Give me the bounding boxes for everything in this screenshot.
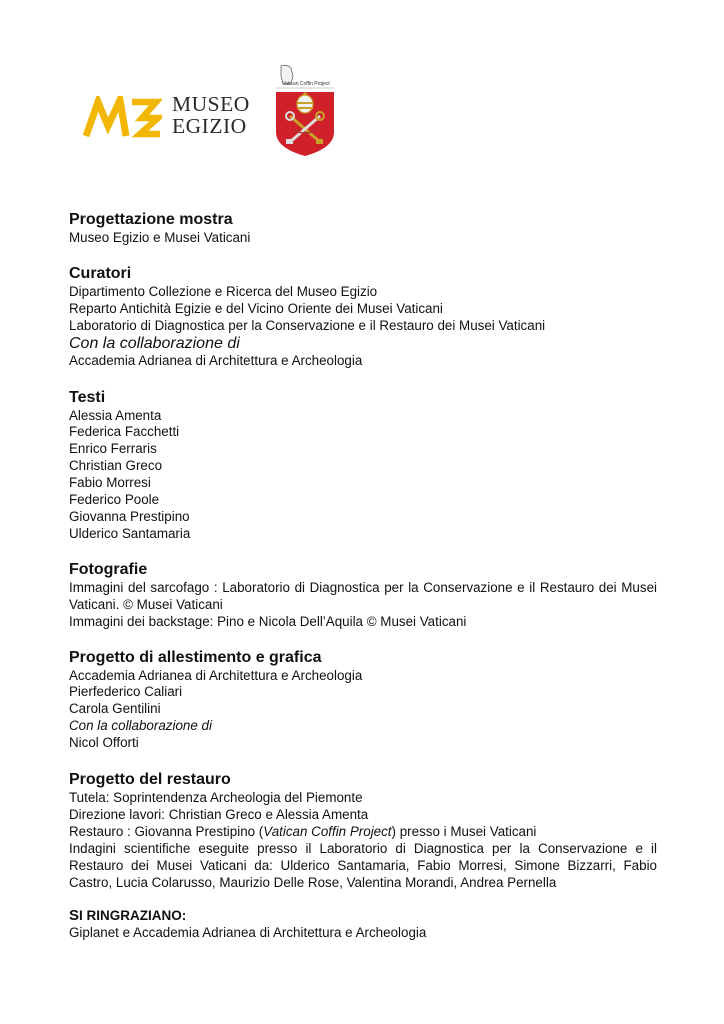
restauro-line: [69, 824, 657, 841]
photo-credit-sarcofago: Immagini del sarcofago : Laboratorio di Diagnostica per la Conservazione e il Restauro dei Musei Vaticani. © Musei Vaticani: [69, 579, 657, 612]
thanks-text: Giplanet e Accademia Adrianea di Architettura e Archeologia: [69, 925, 427, 941]
thanks-title-initial: S: [69, 907, 80, 925]
project-name: Vatican Coffin Project: [263, 823, 392, 839]
author-name: Federica Facchetti: [69, 424, 180, 440]
section-curatori: [69, 264, 657, 370]
museo-logo-line2: EGIZIO: [172, 114, 247, 138]
vcp-label: Vatican Coffin Project: [282, 81, 330, 87]
author-name: Ulderico Santamaria: [69, 525, 191, 541]
photo-credit-backstage: Immagini dei backstage: Pino e Nicola Dell’Aquila © Musei Vaticani: [69, 613, 467, 629]
text-line: Nicol Offorti: [69, 735, 139, 751]
vatican-coat-of-arms-icon: [272, 64, 336, 158]
author-name: Fabio Morresi: [69, 475, 151, 491]
text-line: Laboratorio di Diagnostica per la Conservazione e il Restauro dei Musei Vaticani: [69, 317, 546, 333]
section-progettazione: [69, 210, 657, 247]
credits-content: [69, 210, 657, 942]
section-ringraziamenti: [69, 907, 657, 942]
text-line: Dipartimento Collezione e Ricerca del Museo Egizio: [69, 283, 378, 299]
thanks-title: [69, 907, 657, 925]
indagini-paragraph: Indagini scientifiche eseguite presso il Laboratorio di Diagnostica per la Conservazione e il Restauro dei Musei Vaticani da: Ulderico Santamaria, Fabio Morresi, Simone Bizzarri, Fabio Castro, Lucia Colarusso, Maurizio Delle Rose, Valentina Morandi, Andrea Pernella: [69, 840, 657, 890]
text-line: Reparto Antichità Egizie e del Vicino Oriente dei Musei Vaticani: [69, 300, 443, 316]
section-title: Testi: [69, 388, 106, 406]
collaboration-label: Con la collaborazione di: [69, 718, 212, 734]
vatican-coffin-project-logo: [272, 64, 336, 158]
text-line: Accademia Adrianea di Architettura e Archeologia: [69, 352, 363, 368]
section-restauro: [69, 770, 657, 891]
museo-egizio-logo-mark: [82, 96, 162, 145]
section-title: Progetto di allestimento e grafica: [69, 648, 322, 666]
text-line: Carola Gentilini: [69, 701, 161, 717]
author-name: Federico Poole: [69, 492, 160, 508]
section-title: Progetto del restauro: [69, 771, 231, 789]
restauro-text-end: ) presso i Musei Vaticani: [391, 823, 537, 839]
section-title: Fotografie: [69, 560, 148, 578]
museo-egizio-logo-text: [172, 93, 250, 137]
museo-logo-line1: MUSEO: [172, 92, 250, 116]
author-name: Giovanna Prestipino: [69, 508, 190, 524]
collaboration-label: Con la collaborazione di: [69, 334, 240, 352]
text-line: Pierfederico Caliari: [69, 684, 183, 700]
text-line: Accademia Adrianea di Architettura e Archeologia: [69, 667, 363, 683]
text-line: Museo Egizio e Musei Vaticani: [69, 230, 251, 245]
author-name: Christian Greco: [69, 458, 163, 474]
thanks-title-rest: I RINGRAZIANO:: [79, 908, 187, 924]
section-allestimento: [69, 648, 657, 753]
author-name: Enrico Ferraris: [69, 441, 157, 457]
section-title: Curatori: [69, 264, 132, 282]
restauro-text: Restauro : Giovanna Prestipino (: [69, 823, 264, 839]
author-name: Alessia Amenta: [69, 407, 162, 423]
direzione-line: Direzione lavori: Christian Greco e Alessia Amenta: [69, 806, 369, 822]
section-title: Progettazione mostra: [69, 211, 233, 228]
section-fotografie: [69, 560, 657, 631]
section-testi: [69, 388, 657, 543]
tutela-line: Tutela: Soprintendenza Archeologia del Piemonte: [69, 790, 363, 806]
